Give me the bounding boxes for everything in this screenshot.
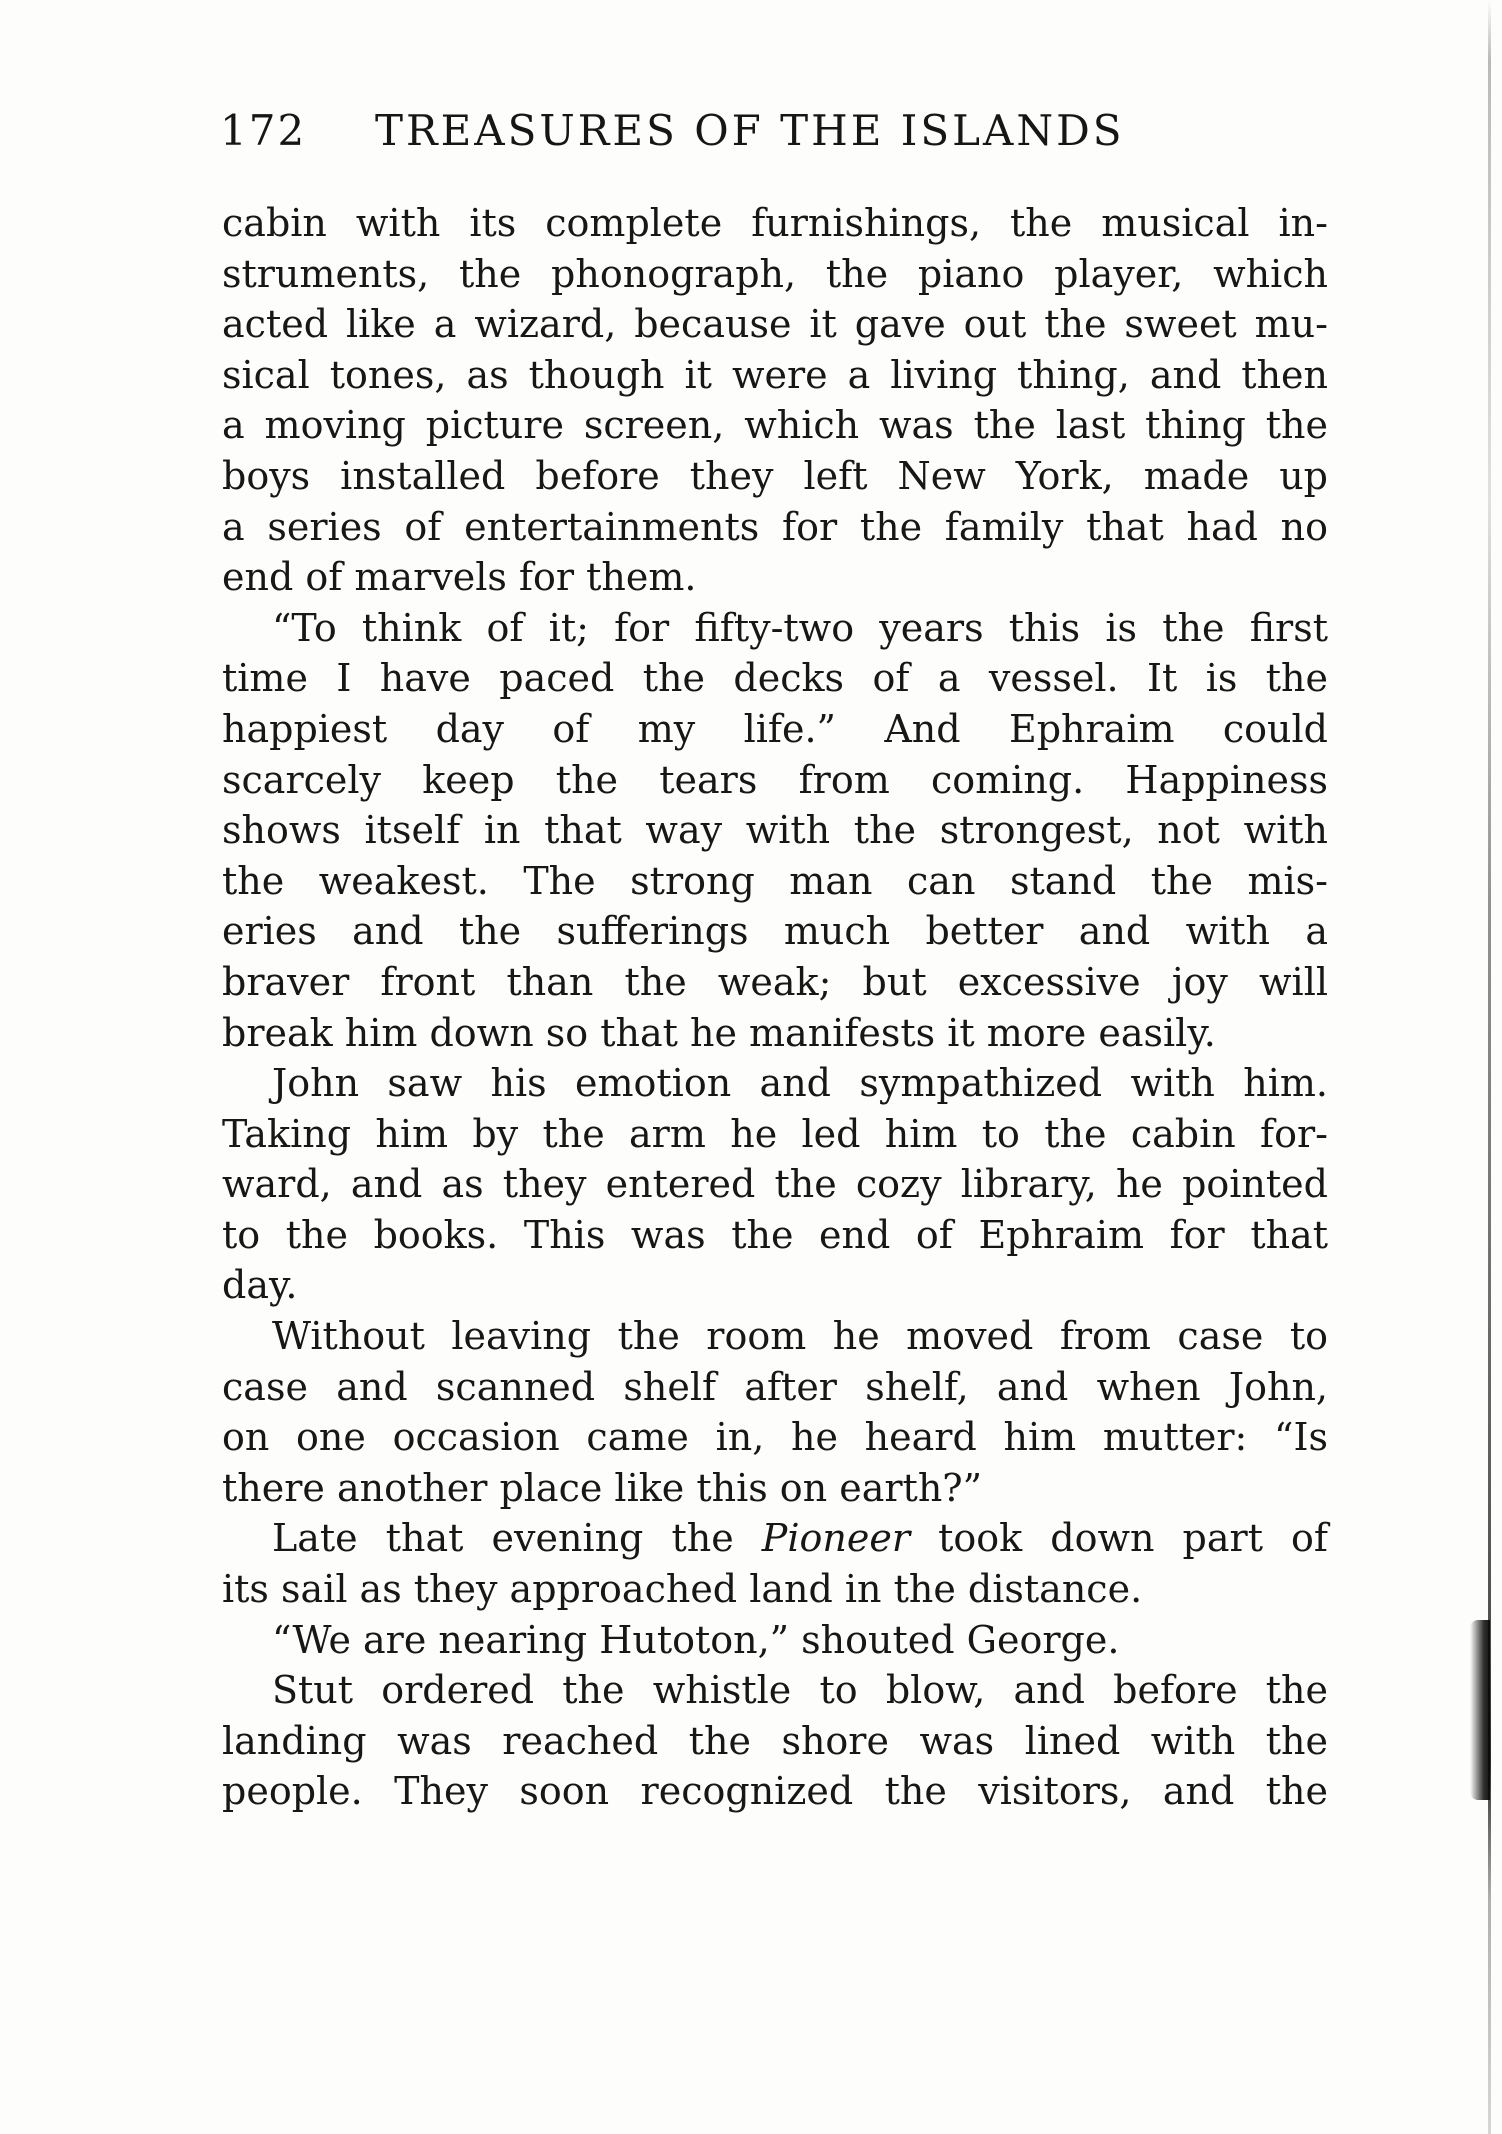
text-line: on one occasion came in, he heard him mutter: “Is (222, 1415, 1328, 1460)
running-title: TREASURES OF THE ISLANDS (375, 106, 1125, 155)
text-line: struments, the phonograph, the piano player, which (222, 251, 1328, 296)
text-line: day. (222, 1263, 298, 1308)
text-line: case and scanned shelf after shelf, and when John, (222, 1364, 1328, 1409)
text-line: break him down so that he manifests it more easily. (222, 1010, 1216, 1055)
text-line: cabin with its complete furnishings, the musical in- (222, 201, 1328, 245)
text-line: eries and the sufferings much better and with a (222, 909, 1328, 954)
text-line: “To think of it; for fifty-two years this is the first (272, 605, 1328, 650)
page-number: 172 (220, 106, 307, 155)
text-fragment: took down part of (910, 1516, 1328, 1561)
running-header (220, 106, 1330, 162)
page-gutter-edge (1488, 0, 1491, 2134)
text-line: end of marvels for them. (222, 555, 697, 600)
text-line: sical tones, as though it were a living thing, and then (222, 352, 1328, 397)
text-line: John saw his emotion and sympathized with him. (272, 1061, 1328, 1106)
text-line: Without leaving the room he moved from case to (272, 1314, 1328, 1359)
text-line: scarcely keep the tears from coming. Happiness (222, 757, 1328, 802)
text-line: the weakest. The strong man can stand the mis- (222, 858, 1328, 903)
text-line: a series of entertainments for the family that had no (222, 504, 1328, 549)
binding-shadow (1470, 1620, 1490, 1800)
text-line: boys installed before they left New York, made up (222, 453, 1328, 498)
text-line: there another place like this on earth?” (222, 1465, 983, 1510)
text-line: ward, and as they entered the cozy library, he pointed (222, 1162, 1328, 1207)
body-text (222, 198, 1328, 1817)
text-line: landing was reached the shore was lined with the (222, 1718, 1328, 1763)
text-line: acted like a wizard, because it gave out the sweet mu- (222, 302, 1328, 347)
ship-name: Pioneer (761, 1516, 911, 1561)
text-line: Taking him by the arm he led him to the cabin for- (222, 1111, 1328, 1156)
text-line: a moving picture screen, which was the last thing the (222, 403, 1328, 448)
text-line: Stut ordered the whistle to blow, and before the (272, 1668, 1328, 1713)
text-line: its sail as they approached land in the distance. (222, 1567, 1143, 1612)
text-line: to the books. This was the end of Ephraim for that (222, 1212, 1328, 1257)
text-line: happiest day of my life.” And Ephraim could (222, 706, 1328, 751)
text-line: shows itself in that way with the strongest, not with (222, 808, 1328, 853)
text-line: time I have paced the decks of a vessel. It is the (222, 656, 1328, 701)
text-fragment: Late that evening the (272, 1516, 762, 1561)
text-line: braver front than the weak; but excessive joy will (222, 959, 1328, 1004)
text-line: “We are nearing Hutoton,” shouted George. (272, 1617, 1120, 1662)
text-line: people. They soon recognized the visitors, and the (222, 1769, 1328, 1814)
text-line (222, 1513, 1328, 1564)
